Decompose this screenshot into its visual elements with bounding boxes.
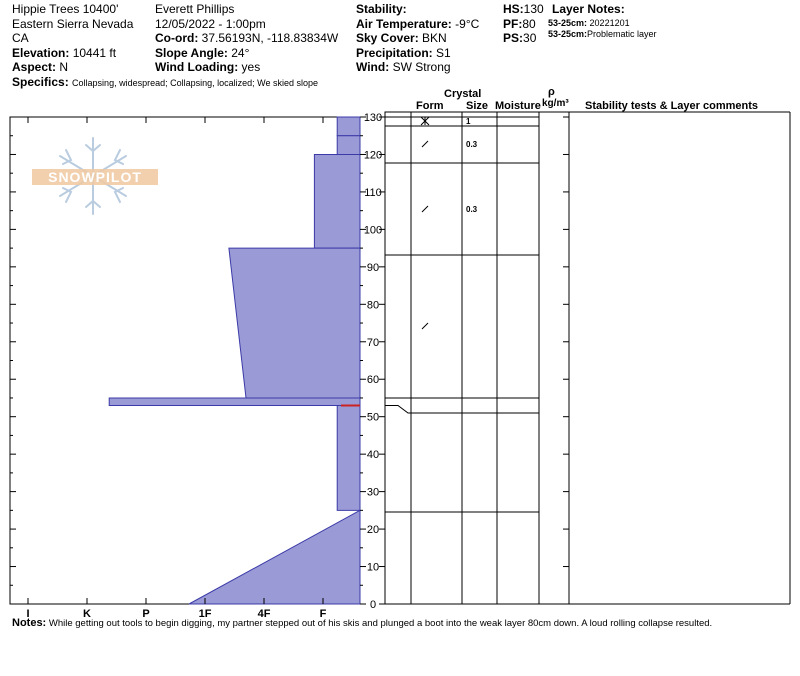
coord-value: 37.56193N, -118.83834W	[201, 31, 339, 45]
hardness-layer-2	[337, 136, 360, 155]
hardness-tick-label: P	[142, 608, 150, 620]
elevation-value: 10441 ft	[72, 45, 117, 60]
hardness-layer-7	[189, 510, 360, 604]
pf-value: 80	[522, 16, 536, 31]
elevation-label: Elevation:	[12, 45, 70, 60]
height-tick-label: 120	[363, 149, 383, 162]
grain-size-label: 0.3	[466, 140, 478, 149]
slope-value: 24°	[231, 45, 250, 60]
height-tick-label: 110	[364, 186, 382, 199]
wind-value: SW Strong	[392, 60, 451, 74]
notes-label: Notes:	[12, 617, 47, 629]
wind-label: Wind:	[356, 60, 390, 74]
slope-label: Slope Angle:	[155, 45, 228, 60]
grain-form-decomposing-icon	[422, 206, 428, 212]
height-tick-label: 10	[366, 561, 380, 574]
height-tick-label: 80	[366, 299, 380, 312]
grain-size-label: 0.3	[466, 205, 478, 214]
notes-row	[12, 617, 712, 629]
hardness-tick-label: K	[83, 608, 91, 620]
size-header: Size	[466, 100, 489, 112]
specifics-label: Specifics:	[12, 75, 69, 89]
pf-label: PF:	[503, 16, 523, 31]
height-tick-label: 70	[366, 336, 380, 349]
hardness-layer-6	[337, 405, 360, 510]
hardness-tick-label: F	[319, 608, 327, 620]
aspect-label: Aspect:	[12, 60, 57, 74]
layer-note-1-text: 20221201	[589, 18, 630, 28]
rho-header: ρ	[548, 86, 555, 98]
height-tick-label: 90	[366, 261, 380, 274]
region: Eastern Sierra Nevada	[12, 16, 134, 31]
hardness-tick-label: 4F	[257, 608, 271, 620]
hs-value: 130	[523, 2, 544, 16]
hardness-tick-label: I	[26, 608, 30, 620]
snowpilot-logo	[30, 136, 160, 216]
hardness-layer-4	[229, 248, 360, 398]
height-tick-label: 30	[366, 486, 380, 499]
height-tick-label: 130	[363, 112, 383, 124]
grain-form-decomposing+graupel-icon	[422, 323, 428, 329]
ps-label: PS:	[503, 31, 524, 45]
crystal-header: Crystal	[444, 88, 482, 100]
moisture-header: Moisture	[495, 100, 541, 112]
aspect-value: N	[59, 60, 69, 74]
precip-value: S1	[436, 45, 451, 60]
layer-note-1-depth: 53-25cm:	[548, 18, 588, 28]
hs-label: HS:	[503, 2, 524, 16]
wind-loading-value: yes	[241, 60, 261, 74]
height-tick-label: 60	[366, 374, 380, 387]
layer-notes-label: Layer Notes:	[552, 2, 625, 16]
hardness-layer-3	[314, 154, 360, 248]
state: CA	[12, 31, 29, 45]
grain-size-label: 1	[466, 117, 471, 126]
ps-value: 30	[523, 31, 537, 45]
height-tick-label: 40	[366, 449, 380, 462]
density-unit-header: kg/m³	[542, 98, 569, 109]
form-header: Form	[416, 100, 444, 112]
grain-form-new-icon	[421, 117, 429, 125]
hardness-tick-label: 1F	[198, 608, 212, 620]
hardness-layer-5	[109, 398, 360, 405]
location-name: Hippie Trees 10400'	[12, 2, 119, 16]
height-tick-label: 0	[369, 599, 377, 611]
svg-text:SNOWPILOT: SNOWPILOT	[48, 169, 142, 185]
observer-name: Everett Phillips	[155, 2, 235, 16]
hardness-layer-1	[337, 117, 360, 136]
height-tick-label: 50	[366, 411, 380, 424]
layer-note-2-depth: 53-25cm:	[548, 29, 588, 39]
air-temp-label: Air Temperature:	[356, 16, 452, 31]
specifics-value: Collapsing, widespread; Collapsing, localized; We skied slope	[72, 78, 319, 88]
sky-value: BKN	[422, 31, 447, 45]
grain-form-decomposing-icon	[422, 141, 428, 147]
air-temp-value: -9°C	[455, 16, 480, 31]
stability-tests-header: Stability tests & Layer comments	[585, 100, 759, 112]
notes-text: While getting out tools to begin digging, my partner stepped out of his skis and plunged a boot into the weak layer 80cm down. A loud rolling collapse resulted.	[48, 618, 713, 629]
height-tick-label: 20	[366, 524, 380, 537]
wind-loading-label: Wind Loading:	[155, 60, 239, 74]
height-tick-label: 100	[363, 224, 383, 237]
layer-note-2-text: Problematic layer	[587, 29, 657, 39]
precip-label: Precipitation:	[356, 45, 433, 60]
observation-datetime: 12/05/2022 - 1:00pm	[155, 16, 266, 31]
layer-table-frame	[385, 112, 569, 604]
sky-label: Sky Cover:	[356, 31, 419, 45]
stability-label: Stability:	[356, 2, 407, 16]
coord-label: Co-ord:	[155, 31, 199, 45]
